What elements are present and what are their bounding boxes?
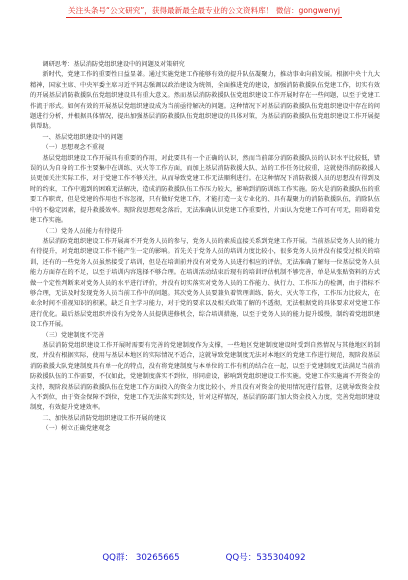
body-paragraph: 基层消防党组织建设工作开展离不开党务人员的参与，党务人员的素质直接关系到党建工作开展。当前基层党务人员的能力有待提升，对党组织建设工作不能产生一定的影响。首先关于党务人员的培训力度比较小，很多党务人员并没有接受过相关的培训，还有的一些党务人员虽然接受了培训，但是在培训前并没有对党务人员进行相应的评估，无法准确了解每一位基层党务人员能力方面存在的不足，以至于培训内容选择不够合理。在培训活动结束后现有的培训评估机制不够完善，单是从张贴资料的方式做一个定性判断来对党务人员的水平进行评价，并没有切实落实对党务人员的工作能力、执行力、工作压力的检测，由于指标不够合理，无法及时发现党务人员当前工作中的问题。其次党务人员要兼负着管理训练、防火、灭火等工作，工作压力比较大，在业余时间不重视知识的积累，缺乏自主学习能力，对于党的要求以及相关政策了解的不透彻，无法根据党的具体要求对党建工作进行优化。最后基层党组织并没有为党务人员提供进修机会，综合培训措施，以至于党务人员的能力提升缓慢，制约着党组织建设工作开展。 [30,237,380,329]
subsection-heading: （一）树立正确党建观念 [42,425,111,433]
qq-group-text: QQ群： 30265665 [102,553,180,563]
qq-number-text: QQ号：535304092 [225,553,306,563]
section-heading: 二、加快基层消防党组织建设工作开展的建议 [42,414,167,422]
body-paragraph: 基层消防党组织建设工作开展时需要有完善的党建制度作为支撑，一些地区党建制度建设时受到自然情况与其他地区的制度，并没有根据实际，使用与基层本地区的实际情况不适合，这就导致党建制度无法对本地区的党建工作进行规范，现阶段基层消防救援大队党建制度具有单一化的特点，没有将党建制度与本单位的工作有机的结合在一起，以至于党建制度无法满足当前消防救援队伍的工作需要，不仅如此，党建制度落实不到位，形同虚设，影响到党组织建设工作实施。党建工作实施离不开资金的支持，现阶段基层消防救援队伍在党建工作方面投入的资金力度比较小，并且没有对资金的使用情况进行监督，这就导致资金投入不到位，由于资金保障不到位，党建工作无法落实到实处，针对这样情况，基层消防部门加大资金投入力度，完善党组织建设制度，有效提升党建效率。 [30,341,380,412]
document-body [30,60,380,435]
subsection-heading: （一）思想观念不重视 [42,144,105,152]
subsection-heading: （二）党务人员能力有待提升 [42,227,123,235]
document-title-line: 调研思考：基层消防党组织建设中的问题及对策研究 [42,61,185,68]
subsection-heading: （三）党建制度不完善 [42,331,105,339]
footer-contacts [0,547,408,567]
body-paragraph: 新时代，党建工作的重要性日益显著。通过实施党建工作能够有效的提升队伍凝聚力，推动事业向前发展。根据中央十九大精神，国家主席、中央军委主席习近平同志强调以政治建设为统领，全面推进党的建设，加强消防救援队伍党建工作，切实有效的开展基层消防救援队伍党组织建设具有重大意义。然而基层消防救援队伍党组织建设工作开展时存在一些问题，以至于党建工作流于形式。如何有效的开展基层党组织建设成为当前亟待解决的问题。这种情况下对基层消防救援队伍党组织建设中存在的问题进行分析，并根据具体情况，提出加强基层消防救援队伍党组织建设的具体对策，为基层消防救援队伍党组织建设工作开展提供帮助。 [30,71,380,131]
body-paragraph: 基层党组织建设工作开展具有重要的作用，对此要具有一个正确的认识，然而当前部分消防救援队员的认识水平比较低，错误的认为自身的工作主要集中在训练、灭火等工作方面，而加上基层消防救援大队、站的工作任务比较重，这就使得消防救援人员更加关注实际工作，对于党建工作不够关注，从而导致党建工作无法顺利进行。在这种情况下消防救援人员的思想没有得到及时的约束，工作中遇到的困难无法解决，造成消防救援队伍工作压力较大，影响到消防训练工作实施。防火是消防救援队伍的重要工作职责，但是党建的作用也不容忽视，只有做好党建工作，才能打造一支专业化的、具有凝聚力的消防救援队伍，消除队伍中的不稳定因素，提升救援效率。现阶段思想观念落后，无法准确认识党建工作重要性，片面认为党建工作可有可无，阻碍着党建工作实施。 [30,154,380,225]
section-heading: 一、基层党组织建设中的问题 [42,133,123,141]
banner-text: 关注头条号“公文研究”，获得最新最全最专业的公文资料库！ 微信：gongwenyj [66,5,342,18]
header-banner [0,0,408,22]
